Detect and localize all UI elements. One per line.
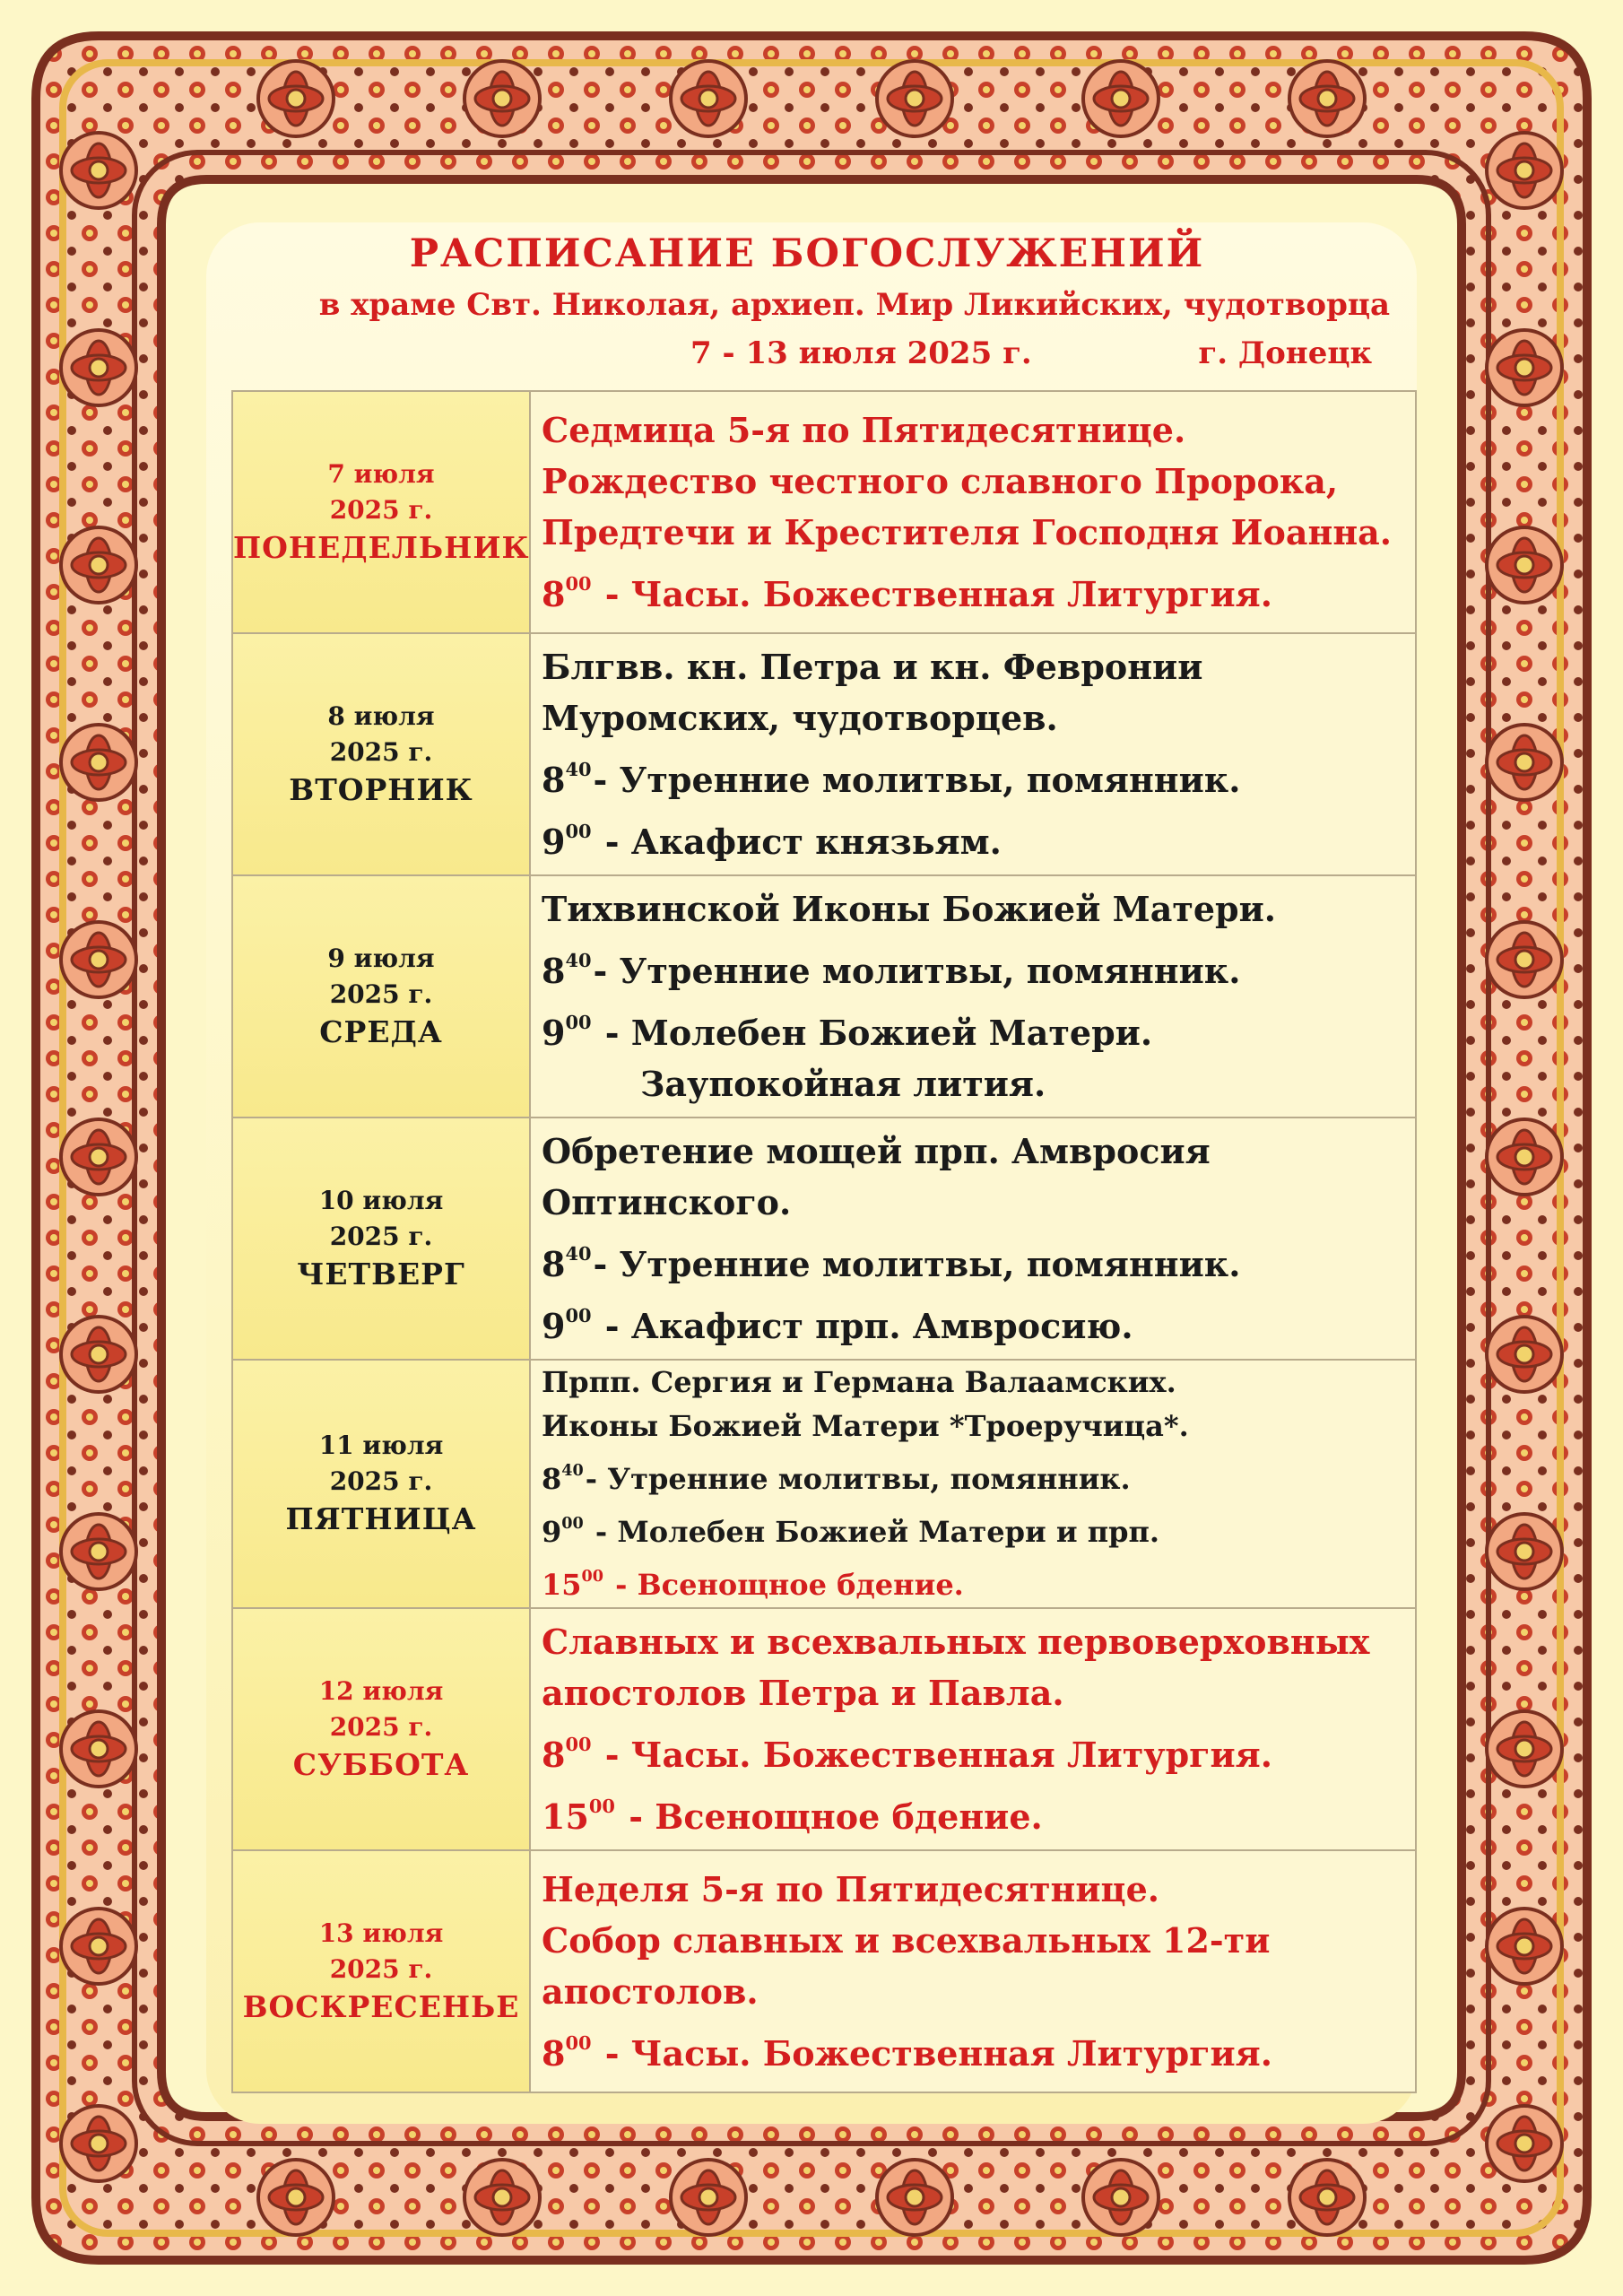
service-text: Прпп. Сергия и Германа Валаамских.	[542, 1365, 1176, 1399]
schedule-row	[232, 391, 1416, 633]
services-cell	[530, 1608, 1416, 1850]
day-cell	[232, 1608, 530, 1850]
service-line	[542, 1058, 1415, 1109]
service-line	[542, 1966, 1415, 2017]
rosette-ornament	[61, 527, 136, 603]
service-hour: 9	[542, 1012, 566, 1053]
service-time-line	[542, 2017, 1415, 2079]
rosette-ornament	[1083, 61, 1159, 136]
rosette-ornament	[1289, 61, 1365, 136]
service-hour: 8	[542, 1734, 566, 1775]
day-date: 12 июля	[318, 1675, 444, 1706]
rosette-ornament	[61, 1119, 136, 1195]
day-weekday: ПОНЕДЕЛЬНИК	[233, 530, 530, 565]
service-line	[542, 507, 1415, 558]
rosette-ornament	[61, 2106, 136, 2181]
service-minutes: 00	[588, 1794, 615, 1817]
services-cell	[530, 391, 1416, 633]
week-range: 7 - 13 июля 2025 г.	[690, 335, 1032, 371]
service-text: - Часы. Божественная Литургия.	[593, 2032, 1272, 2074]
page-title: РАСПИСАНИЕ БОГОСЛУЖЕНИЙ	[409, 231, 1205, 276]
rosette-ornament	[61, 1317, 136, 1392]
day-weekday: ПЯТНИЦА	[285, 1501, 477, 1537]
rosette-ornament	[1487, 2106, 1562, 2181]
day-date: 10 июля	[318, 1186, 444, 1215]
service-line	[542, 1915, 1415, 1966]
schedule-row	[232, 875, 1416, 1118]
schedule-table	[231, 390, 1417, 2093]
service-time-line	[542, 996, 1415, 1058]
service-hour: 8	[542, 951, 566, 991]
service-minutes: 40	[565, 1242, 592, 1265]
service-text: - Молебен Божией Матери.	[593, 1012, 1153, 1053]
day-date: 7 июля	[327, 459, 435, 489]
rosette-ornament	[61, 1909, 136, 1984]
day-year: 2025 г.	[329, 737, 433, 767]
service-text: Рождество честного славного Пророка,	[542, 461, 1339, 502]
services-cell	[530, 1360, 1416, 1608]
day-year: 2025 г.	[329, 979, 433, 1009]
service-text: - Всенощное бдение.	[605, 1567, 964, 1602]
rosette-ornament	[1487, 922, 1562, 997]
services-cell	[530, 633, 1416, 875]
service-minutes: 40	[561, 1461, 584, 1480]
day-cell	[232, 391, 530, 633]
day-cell	[232, 1118, 530, 1360]
service-text: - Молебен Божией Матери и прп.	[585, 1514, 1160, 1549]
day-date: 9 июля	[327, 944, 435, 973]
service-time-line	[542, 1718, 1415, 1780]
service-text: Седмица 5-я по Пятидесятнице.	[542, 410, 1186, 451]
service-hour: 8	[542, 760, 566, 800]
service-time-line	[542, 1780, 1415, 1842]
day-year: 2025 г.	[329, 1466, 433, 1497]
rosette-ornament	[1487, 133, 1562, 208]
service-text: Тихвинской Иконы Божией Матери.	[542, 889, 1277, 930]
service-minutes: 00	[565, 1733, 592, 1756]
day-year: 2025 г.	[329, 1953, 433, 1984]
rosette-ornament	[877, 61, 952, 136]
service-line	[542, 1361, 1415, 1405]
rosette-ornament	[258, 61, 334, 136]
rosette-ornament	[1487, 1711, 1562, 1787]
services-cell	[530, 1118, 1416, 1360]
service-minutes: 00	[565, 1011, 592, 1033]
service-text: Иконы Божией Матери *Троеручица*.	[542, 1409, 1189, 1443]
service-minutes: 00	[561, 1513, 584, 1533]
service-text: Блгвв. кн. Петра и кн. Февронии	[542, 647, 1203, 688]
rosette-ornament	[1487, 725, 1562, 800]
service-text: - Утренние молитвы, помянник.	[593, 951, 1241, 991]
church-subtitle: в храме Свт. Николая, архиеп. Мир Ликийских, чудотворца	[318, 287, 1390, 323]
service-hour: 8	[542, 573, 566, 614]
schedule-row	[232, 1118, 1416, 1360]
rosette-ornament	[1487, 1909, 1562, 1984]
rosette-ornament	[1487, 1317, 1562, 1392]
rosette-ornament	[671, 2160, 746, 2235]
service-hour: 9	[542, 1305, 566, 1346]
service-time-line	[542, 805, 1415, 867]
rosette-ornament	[61, 922, 136, 997]
service-text: Предтечи и Крестителя Господня Иоанна.	[542, 512, 1392, 553]
day-year: 2025 г.	[329, 1711, 433, 1742]
service-minutes: 40	[565, 949, 592, 972]
day-cell	[232, 875, 530, 1118]
dates-line	[206, 335, 1417, 380]
service-hour: 9	[542, 1514, 562, 1549]
header	[206, 231, 1417, 393]
service-line	[542, 456, 1415, 507]
service-line	[542, 641, 1415, 692]
services-cell	[530, 1850, 1416, 2092]
service-line	[542, 404, 1415, 456]
day-weekday: ЧЕТВЕРГ	[297, 1257, 465, 1292]
service-minutes: 00	[565, 820, 592, 842]
schedule-row	[232, 1360, 1416, 1608]
service-time-line	[542, 1228, 1415, 1290]
rosette-ornament	[61, 725, 136, 800]
service-text: апостолов Петра и Павла.	[542, 1673, 1064, 1714]
day-weekday: СРЕДА	[319, 1014, 443, 1049]
service-line	[542, 692, 1415, 744]
service-line	[542, 1616, 1415, 1667]
service-text: - Часы. Божественная Литургия.	[593, 573, 1272, 614]
service-text: - Часы. Божественная Литургия.	[593, 1734, 1272, 1775]
schedule-row	[232, 1850, 1416, 2092]
rosette-ornament	[61, 133, 136, 208]
rosette-ornament	[464, 61, 540, 136]
service-text: Заупокойная лития.	[640, 1063, 1046, 1104]
rosette-ornament	[1487, 1514, 1562, 1589]
service-text: - Утренние молитвы, помянник.	[593, 1244, 1241, 1284]
service-text: Обретение мощей прп. Амвросия	[542, 1131, 1211, 1172]
rosette-ornament	[1487, 527, 1562, 603]
service-line	[542, 1405, 1415, 1448]
service-time-line	[542, 1554, 1415, 1607]
service-text: Оптинского.	[542, 1182, 792, 1223]
day-weekday: ВТОРНИК	[289, 772, 473, 807]
service-minutes: 00	[565, 2031, 592, 2054]
day-weekday: ВОСКРЕСЕНЬЕ	[242, 1988, 520, 2024]
service-line	[542, 1864, 1415, 1915]
rosette-ornament	[61, 1711, 136, 1787]
service-time-line	[542, 1290, 1415, 1352]
rosette-ornament	[258, 2160, 334, 2235]
service-minutes: 00	[565, 1304, 592, 1326]
service-hour: 15	[542, 1796, 589, 1837]
service-hour: 9	[542, 821, 566, 862]
rosette-ornament	[61, 1514, 136, 1589]
day-weekday: СУББОТА	[292, 1746, 470, 1782]
service-hour: 8	[542, 1244, 566, 1284]
service-text: Неделя 5-я по Пятидесятнице.	[542, 1868, 1160, 1909]
day-date: 11 июля	[318, 1431, 444, 1461]
service-text: - Утренние молитвы, помянник.	[593, 760, 1241, 800]
service-line	[542, 883, 1415, 935]
rosette-ornament	[1083, 2160, 1159, 2235]
day-cell	[232, 1850, 530, 2092]
rosette-ornament	[1487, 1119, 1562, 1195]
service-minutes: 00	[565, 572, 592, 596]
schedule-row	[232, 1608, 1416, 1850]
schedule-row	[232, 633, 1416, 875]
day-date: 13 июля	[318, 1918, 444, 1948]
services-cell	[530, 875, 1416, 1118]
service-minutes: 00	[581, 1566, 604, 1586]
rosette-ornament	[1289, 2160, 1365, 2235]
rosette-ornament	[61, 330, 136, 405]
service-time-line	[542, 744, 1415, 805]
day-cell	[232, 1360, 530, 1608]
service-line	[542, 1667, 1415, 1718]
service-text: - Утренние молитвы, помянник.	[585, 1461, 1131, 1496]
service-text: - Акафист прп. Амвросию.	[593, 1305, 1133, 1346]
service-line	[542, 1177, 1415, 1228]
service-text: Собор славных и всехвальных 12-ти	[542, 1919, 1271, 1961]
rosette-ornament	[671, 61, 746, 136]
service-line	[542, 1126, 1415, 1177]
day-year: 2025 г.	[329, 1222, 433, 1251]
service-time-line	[542, 935, 1415, 996]
service-hour: 8	[542, 2032, 566, 2074]
service-hour: 8	[542, 1461, 562, 1496]
service-text: Славных и всехвальных первоверховных	[542, 1622, 1370, 1663]
rosette-ornament	[464, 2160, 540, 2235]
rosette-ornament	[1487, 330, 1562, 405]
service-text: - Акафист князьям.	[593, 821, 1002, 862]
service-time-line	[542, 1501, 1415, 1554]
city-name: г. Донецк	[1198, 335, 1372, 371]
service-text: апостолов.	[542, 1970, 759, 2012]
day-year: 2025 г.	[329, 495, 433, 525]
service-time-line	[542, 1448, 1415, 1501]
rosette-ornament	[877, 2160, 952, 2235]
service-hour: 15	[542, 1567, 582, 1602]
service-text: Муромских, чудотворцев.	[542, 698, 1058, 739]
service-time-line	[542, 558, 1415, 620]
service-minutes: 40	[565, 758, 592, 781]
day-cell	[232, 633, 530, 875]
day-date: 8 июля	[327, 701, 435, 731]
service-text: - Всенощное бдение.	[616, 1796, 1043, 1837]
